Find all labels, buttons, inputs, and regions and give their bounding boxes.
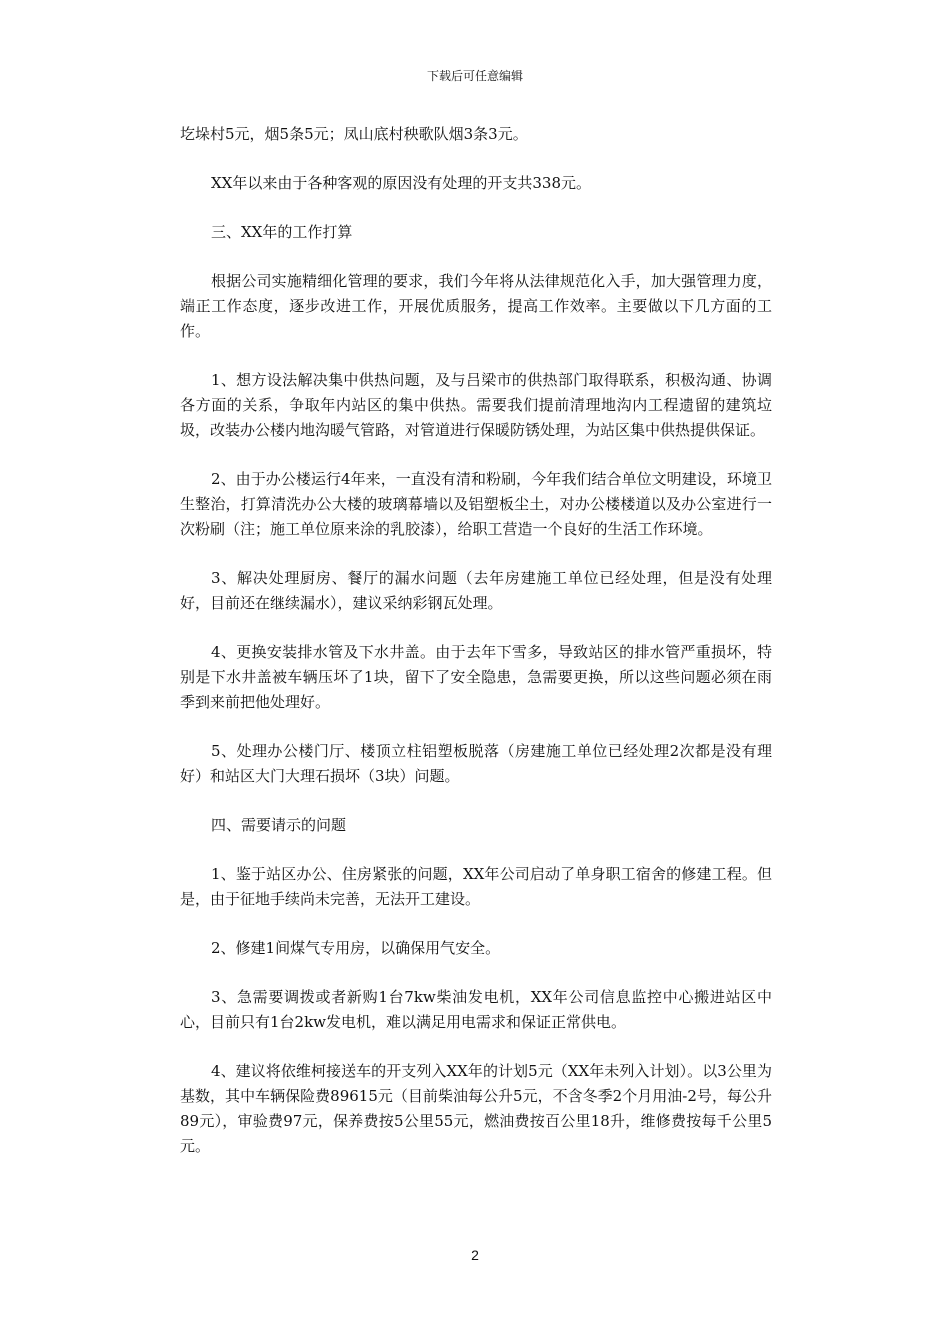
paragraph-plan-item-1: 1、想方设法解决集中供热问题，及与吕梁市的供热部门取得联系，积极沟通、协调各方面的关系，争取年内站区的集中供热。需要我们提前清理地沟内工程遗留的建筑垃圾，改装办公楼内地沟暖气管路，对管道进行保暖防锈处理，为站区集中供热提供保证。 [180,371,772,439]
paragraph-request-item-4: 4、建议将依维柯接送车的开支列入XX年的计划5元（XX年未列入计划）。以3公里为基数，其中车辆保险费89615元（目前柴油每公升5元，不含冬季2个月用油-2号，每公升89元），审验费97元，保养费按5公里55元，燃油费按百公里18升，维修费按每千公里5元。 [180,1062,772,1155]
document-body [180,122,772,1183]
paragraph-plan-item-4: 4、更换安装排水管及下水井盖。由于去年下雪多，导致站区的排水管严重损坏，特别是下水井盖被车辆压坏了1块，留下了安全隐患，急需要更换，所以这些问题必须在雨季到来前把他处理好。 [180,643,772,711]
section-heading-work-plan: 三、XX年的工作打算 [211,223,353,241]
paragraph-unprocessed-expenses: XX年以来由于各种客观的原因没有处理的开支共338元。 [211,174,591,192]
section-heading-requests: 四、需要请示的问题 [211,816,347,834]
paragraph-plan-item-3: 3、解决处理厨房、餐厅的漏水问题（去年房建施工单位已经处理，但是没有处理好，目前还在继续漏水），建议采纳彩钢瓦处理。 [180,569,772,612]
page-header: 下载后可任意编辑 [426,69,523,83]
paragraph-request-item-2: 2、修建1间煤气专用房，以确保用气安全。 [211,939,501,957]
page-number: 2 [471,1247,479,1263]
paragraph-plan-item-5: 5、处理办公楼门厅、楼顶立柱铝塑板脱落（房建施工单位已经处理2次都是没有理好）和站区大门大理石损坏（3块）问题。 [180,742,772,785]
paragraph-plan-intro: 根据公司实施精细化管理的要求，我们今年将从法律规范化入手，加大强管理力度，端正工作态度，逐步改进工作，开展优质服务，提高工作效率。主要做以下几方面的工作。 [180,272,772,340]
paragraph-request-item-3: 3、急需要调拨或者新购1台7kw柴油发电机，XX年公司信息监控中心搬进站区中心，目前只有1台2kw发电机，难以满足用电需求和保证正常供电。 [180,988,772,1031]
paragraph-request-item-1: 1、鉴于站区办公、住房紧张的问题，XX年公司启动了单身职工宿舍的修建工程。但是，由于征地手续尚未完善，无法开工建设。 [180,865,772,908]
paragraph-plan-item-2: 2、由于办公楼运行4年来，一直没有清和粉刷，今年我们结合单位文明建设，环境卫生整治，打算清洗办公大楼的玻璃幕墙以及铝塑板尘土，对办公楼楼道以及办公室进行一次粉刷（注；施工单位原来涂的乳胶漆），给职工营造一个良好的生活工作环境。 [180,470,772,538]
paragraph-continuation: 圪垛村5元，烟5条5元；凤山底村秧歌队烟3条3元。 [180,125,528,143]
